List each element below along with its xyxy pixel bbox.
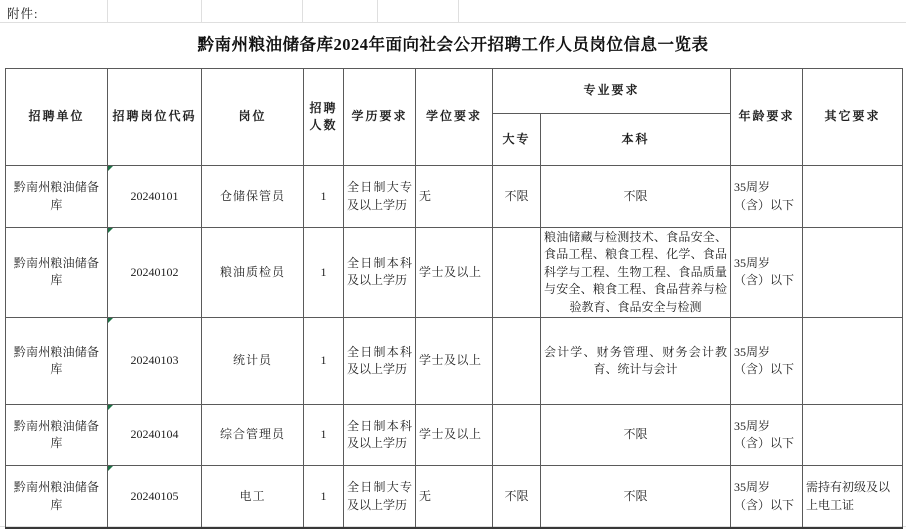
- col-header-education: 学历要求: [344, 69, 416, 166]
- text-format-marker-icon: [108, 228, 113, 233]
- cell-major-college: 不限: [493, 465, 541, 528]
- cell-count: 1: [304, 166, 344, 228]
- cell-major-bachelor: 不限: [541, 166, 731, 228]
- cell-unit: 黔南州粮油储备库: [6, 404, 108, 465]
- text-format-marker-icon: [108, 318, 113, 323]
- cell-age: 35周岁（含）以下: [731, 404, 803, 465]
- cell-other: [803, 317, 903, 404]
- cell-position: 综合管理员: [202, 404, 304, 465]
- excel-gridline: [0, 22, 906, 23]
- cell-count: 1: [304, 465, 344, 528]
- cell-degree: 学士及以上: [416, 228, 493, 318]
- cell-position-code: [108, 404, 202, 465]
- position-code-text: 20240104: [130, 427, 179, 442]
- cell-position: 粮油质检员: [202, 228, 304, 318]
- cell-age: 35周岁（含）以下: [731, 465, 803, 528]
- cell-count: 1: [304, 228, 344, 318]
- table-row: [6, 317, 903, 404]
- cell-position-code: [108, 465, 202, 528]
- cell-major-college: [493, 228, 541, 318]
- cell-major-college: [493, 404, 541, 465]
- cell-age: 35周岁（含）以下: [731, 228, 803, 318]
- cell-education: 全日制本科及以上学历: [344, 317, 416, 404]
- col-header-age: 年龄要求: [731, 69, 803, 166]
- excel-gridline: [201, 0, 202, 22]
- attachment-label: 附件:: [7, 7, 39, 21]
- table-row: [6, 228, 903, 318]
- cell-major-bachelor: 粮油储藏与检测技术、食品安全、食品工程、粮食工程、化学、食品科学与工程、生物工程、食品质量与安全、粮食工程、食品营养与检验教育、食品安全与检测: [541, 228, 731, 318]
- cell-major-bachelor: 不限: [541, 465, 731, 528]
- position-code-text: 20240103: [130, 353, 179, 368]
- cell-position: 仓储保管员: [202, 166, 304, 228]
- cell-major-bachelor: 不限: [541, 404, 731, 465]
- job-positions-table: [5, 68, 903, 529]
- cell-position-code: [108, 317, 202, 404]
- cell-other: 需持有初级及以上电工证: [803, 465, 903, 528]
- cell-degree: 学士及以上: [416, 317, 493, 404]
- position-code-text: 20240105: [130, 489, 179, 503]
- excel-gridline: [302, 0, 303, 22]
- cell-major-college: 不限: [493, 166, 541, 228]
- cell-education: 全日制本科及以上学历: [344, 404, 416, 465]
- position-code-text: 20240102: [130, 264, 179, 279]
- cell-age: 35周岁（含）以下: [731, 317, 803, 404]
- col-header-code: 招聘岗位代码: [108, 69, 202, 166]
- cell-degree: 学士及以上: [416, 404, 493, 465]
- table-row: [6, 404, 903, 465]
- cell-count: 1: [304, 404, 344, 465]
- cell-position-code: [108, 166, 202, 228]
- excel-gridline: [107, 0, 108, 22]
- cell-education: 全日制本科及以上学历: [344, 228, 416, 318]
- cell-education: 全日制大专及以上学历: [344, 465, 416, 528]
- text-format-marker-icon: [108, 405, 113, 410]
- cell-other: [803, 404, 903, 465]
- cell-other: [803, 166, 903, 228]
- cell-age: 35周岁（含）以下: [731, 166, 803, 228]
- col-header-count: 招聘人数: [304, 69, 344, 166]
- cell-position-code: [108, 228, 202, 318]
- col-header-unit: 招聘单位: [6, 69, 108, 166]
- cell-unit: 黔南州粮油储备库: [6, 166, 108, 228]
- col-header-major-bachelor: 本科: [541, 114, 731, 166]
- col-header-other: 其它要求: [803, 69, 903, 166]
- page-title: 黔南州粮油储备库2024年面向社会公开招聘工作人员岗位信息一览表: [197, 35, 709, 54]
- text-format-marker-icon: [108, 166, 113, 171]
- cell-position: 电工: [202, 465, 304, 528]
- header-row-1: [6, 69, 903, 114]
- excel-gridline: [458, 0, 459, 22]
- table-row: [6, 166, 903, 228]
- cell-unit: 黔南州粮油储备库: [6, 465, 108, 528]
- position-code-text: 20240101: [130, 188, 179, 203]
- cell-education: 全日制大专及以上学历: [344, 166, 416, 228]
- cell-unit: 黔南州粮油储备库: [6, 228, 108, 318]
- cell-count: 1: [304, 317, 344, 404]
- excel-gridline: [377, 0, 378, 22]
- cell-degree: 无: [416, 166, 493, 228]
- col-header-major-group: 专业要求: [493, 69, 731, 114]
- text-format-marker-icon: [108, 466, 113, 471]
- cell-unit: 黔南州粮油储备库: [6, 317, 108, 404]
- cell-position: 统计员: [202, 317, 304, 404]
- col-header-degree: 学位要求: [416, 69, 493, 166]
- col-header-major-college: 大专: [493, 114, 541, 166]
- cell-major-bachelor: 会计学、财务管理、财务会计教育、统计与会计: [541, 317, 731, 404]
- table-row: [6, 465, 903, 528]
- col-header-position: 岗位: [202, 69, 304, 166]
- cell-major-college: [493, 317, 541, 404]
- cell-other: [803, 228, 903, 318]
- cell-degree: 无: [416, 465, 493, 528]
